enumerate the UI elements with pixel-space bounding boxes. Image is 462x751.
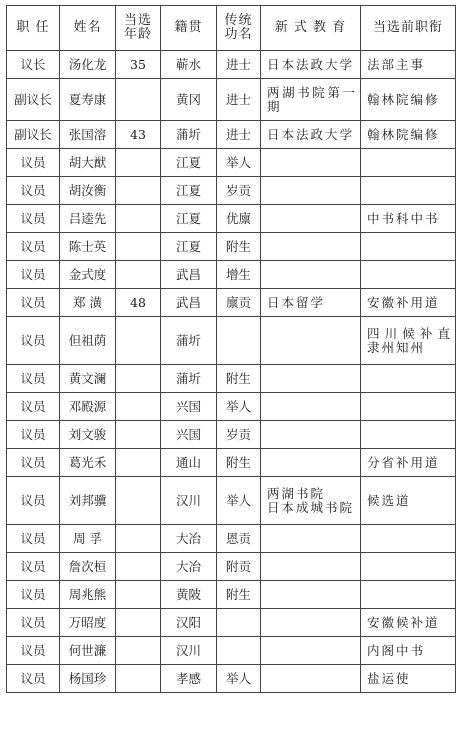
cell-modern-education: 两湖书院第一期 [261, 79, 361, 121]
table-row [7, 665, 456, 693]
cell-modern-education [261, 581, 361, 609]
cell-prior-title: 四川候补直隶州知州 [361, 317, 456, 365]
cell-native-place: 大冶 [161, 525, 217, 553]
cell-position: 议员 [7, 477, 60, 525]
table-row [7, 477, 456, 525]
cell-native-place: 汉川 [161, 637, 217, 665]
table-row [7, 261, 456, 289]
table-row [7, 79, 456, 121]
table-row [7, 205, 456, 233]
table-row [7, 609, 456, 637]
cell-age [116, 205, 161, 233]
cell-name: 周兆熊 [60, 581, 116, 609]
cell-traditional-degree: 岁贡 [217, 421, 261, 449]
cell-traditional-degree [217, 637, 261, 665]
cell-position: 议员 [7, 233, 60, 261]
cell-position: 议长 [7, 51, 60, 79]
cell-traditional-degree: 举人 [217, 393, 261, 421]
cell-modern-education: 日本留学 [261, 289, 361, 317]
cell-name: 何世濂 [60, 637, 116, 665]
cell-prior-title: 法部主事 [361, 51, 456, 79]
header-cell-native-place: 籍贯 [161, 6, 217, 51]
cell-position: 议员 [7, 553, 60, 581]
cell-native-place: 江夏 [161, 205, 217, 233]
cell-name: 邓殿源 [60, 393, 116, 421]
cell-modern-education [261, 177, 361, 205]
cell-age [116, 609, 161, 637]
cell-position: 议员 [7, 421, 60, 449]
cell-prior-title [361, 233, 456, 261]
cell-position: 议员 [7, 637, 60, 665]
cell-prior-title [361, 149, 456, 177]
cell-traditional-degree: 增生 [217, 261, 261, 289]
cell-position: 议员 [7, 525, 60, 553]
cell-modern-education: 日本法政大学 [261, 121, 361, 149]
cell-prior-title: 分省补用道 [361, 449, 456, 477]
cell-native-place: 汉川 [161, 477, 217, 525]
cell-modern-education [261, 365, 361, 393]
cell-traditional-degree [217, 317, 261, 365]
cell-traditional-degree: 廪贡 [217, 289, 261, 317]
table-row [7, 365, 456, 393]
cell-position: 议员 [7, 205, 60, 233]
cell-native-place: 武昌 [161, 289, 217, 317]
cell-modern-education [261, 525, 361, 553]
table-row [7, 553, 456, 581]
table-row [7, 121, 456, 149]
cell-name: 吕逵先 [60, 205, 116, 233]
cell-traditional-degree: 附生 [217, 233, 261, 261]
cell-modern-education [261, 261, 361, 289]
cell-native-place: 汉阳 [161, 609, 217, 637]
assembly-roster-table [6, 5, 456, 693]
cell-prior-title [361, 581, 456, 609]
cell-position: 议员 [7, 449, 60, 477]
cell-name: 周 孚 [60, 525, 116, 553]
cell-age [116, 553, 161, 581]
cell-position: 副议长 [7, 79, 60, 121]
cell-traditional-degree: 举人 [217, 477, 261, 525]
cell-traditional-degree: 附生 [217, 449, 261, 477]
cell-prior-title [361, 365, 456, 393]
cell-position: 副议长 [7, 121, 60, 149]
cell-position: 议员 [7, 393, 60, 421]
cell-position: 议员 [7, 665, 60, 693]
cell-name: 汤化龙 [60, 51, 116, 79]
header-cell-name: 姓名 [60, 6, 116, 51]
table-row [7, 393, 456, 421]
cell-age: 35 [116, 51, 161, 79]
cell-name: 刘邦骥 [60, 477, 116, 525]
table-row [7, 525, 456, 553]
cell-prior-title [361, 261, 456, 289]
cell-age [116, 261, 161, 289]
cell-prior-title: 翰林院编修 [361, 79, 456, 121]
cell-name: 陈士英 [60, 233, 116, 261]
cell-age [116, 637, 161, 665]
cell-modern-education [261, 553, 361, 581]
cell-prior-title: 翰林院编修 [361, 121, 456, 149]
cell-modern-education [261, 665, 361, 693]
cell-age [116, 421, 161, 449]
cell-age: 48 [116, 289, 161, 317]
cell-age [116, 177, 161, 205]
cell-name: 詹次桓 [60, 553, 116, 581]
roster-body [7, 51, 456, 693]
table-row [7, 317, 456, 365]
cell-traditional-degree: 附贡 [217, 553, 261, 581]
cell-age [116, 149, 161, 177]
cell-prior-title [361, 553, 456, 581]
cell-prior-title [361, 177, 456, 205]
header-cell-traditional-degree: 传统 功名 [217, 6, 261, 51]
cell-native-place: 江夏 [161, 149, 217, 177]
cell-age [116, 393, 161, 421]
cell-position: 议员 [7, 609, 60, 637]
cell-name: 黄文澜 [60, 365, 116, 393]
cell-name: 刘文骏 [60, 421, 116, 449]
cell-native-place: 蒲圻 [161, 121, 217, 149]
cell-traditional-degree: 举人 [217, 149, 261, 177]
cell-name: 张国溶 [60, 121, 116, 149]
cell-prior-title: 候选道 [361, 477, 456, 525]
cell-age [116, 233, 161, 261]
cell-native-place: 江夏 [161, 177, 217, 205]
cell-age [116, 449, 161, 477]
cell-native-place: 大冶 [161, 553, 217, 581]
cell-position: 议员 [7, 261, 60, 289]
cell-prior-title [361, 525, 456, 553]
cell-native-place: 黄陂 [161, 581, 217, 609]
cell-native-place: 兴国 [161, 421, 217, 449]
cell-traditional-degree: 进士 [217, 121, 261, 149]
cell-age [116, 581, 161, 609]
cell-prior-title: 盐运使 [361, 665, 456, 693]
header-cell-modern-education: 新 式 教 育 [261, 6, 361, 51]
cell-position: 议员 [7, 365, 60, 393]
cell-name: 金式度 [60, 261, 116, 289]
cell-native-place: 蒲圻 [161, 317, 217, 365]
cell-position: 议员 [7, 581, 60, 609]
cell-name: 夏寿康 [60, 79, 116, 121]
header-row [7, 6, 456, 51]
cell-prior-title [361, 393, 456, 421]
cell-age [116, 665, 161, 693]
cell-position: 议员 [7, 317, 60, 365]
table-row [7, 449, 456, 477]
cell-traditional-degree: 进士 [217, 51, 261, 79]
cell-name: 胡大猷 [60, 149, 116, 177]
cell-traditional-degree: 附生 [217, 581, 261, 609]
table-row [7, 51, 456, 79]
cell-modern-education [261, 609, 361, 637]
cell-native-place: 江夏 [161, 233, 217, 261]
cell-modern-education [261, 637, 361, 665]
cell-age: 43 [116, 121, 161, 149]
cell-name: 但祖荫 [60, 317, 116, 365]
table-row [7, 637, 456, 665]
cell-modern-education [261, 149, 361, 177]
header-cell-prior-title: 当选前职衔 [361, 6, 456, 51]
cell-native-place: 孝感 [161, 665, 217, 693]
cell-name: 郑 潢 [60, 289, 116, 317]
cell-age [116, 525, 161, 553]
cell-prior-title [361, 421, 456, 449]
table-row [7, 149, 456, 177]
cell-name: 杨国珍 [60, 665, 116, 693]
cell-age [116, 79, 161, 121]
cell-traditional-degree: 岁贡 [217, 177, 261, 205]
cell-prior-title: 中书科中书 [361, 205, 456, 233]
cell-position: 议员 [7, 149, 60, 177]
cell-traditional-degree: 进士 [217, 79, 261, 121]
header-cell-position: 职 任 [7, 6, 60, 51]
table-row [7, 177, 456, 205]
cell-native-place: 通山 [161, 449, 217, 477]
cell-modern-education: 两湖书院 日本成城书院 [261, 477, 361, 525]
cell-traditional-degree [217, 609, 261, 637]
cell-prior-title: 安徽候补道 [361, 609, 456, 637]
cell-native-place: 黄冈 [161, 79, 217, 121]
cell-modern-education [261, 449, 361, 477]
cell-age [116, 317, 161, 365]
cell-native-place: 武昌 [161, 261, 217, 289]
cell-native-place: 兴国 [161, 393, 217, 421]
table-row [7, 581, 456, 609]
table-row [7, 421, 456, 449]
cell-traditional-degree: 恩贡 [217, 525, 261, 553]
cell-name: 万昭度 [60, 609, 116, 637]
cell-age [116, 365, 161, 393]
cell-name: 葛光禾 [60, 449, 116, 477]
cell-modern-education [261, 393, 361, 421]
cell-modern-education [261, 233, 361, 261]
cell-modern-education [261, 205, 361, 233]
cell-position: 议员 [7, 289, 60, 317]
cell-traditional-degree: 举人 [217, 665, 261, 693]
cell-native-place: 蒲圻 [161, 365, 217, 393]
cell-modern-education [261, 317, 361, 365]
cell-traditional-degree: 优廪 [217, 205, 261, 233]
table-row [7, 233, 456, 261]
cell-modern-education: 日本法政大学 [261, 51, 361, 79]
table-row [7, 289, 456, 317]
cell-age [116, 477, 161, 525]
cell-prior-title: 安徽补用道 [361, 289, 456, 317]
cell-traditional-degree: 附生 [217, 365, 261, 393]
cell-modern-education [261, 421, 361, 449]
cell-prior-title: 内阁中书 [361, 637, 456, 665]
cell-name: 胡汝衡 [60, 177, 116, 205]
cell-position: 议员 [7, 177, 60, 205]
header-cell-age: 当选 年龄 [116, 6, 161, 51]
cell-native-place: 蕲水 [161, 51, 217, 79]
